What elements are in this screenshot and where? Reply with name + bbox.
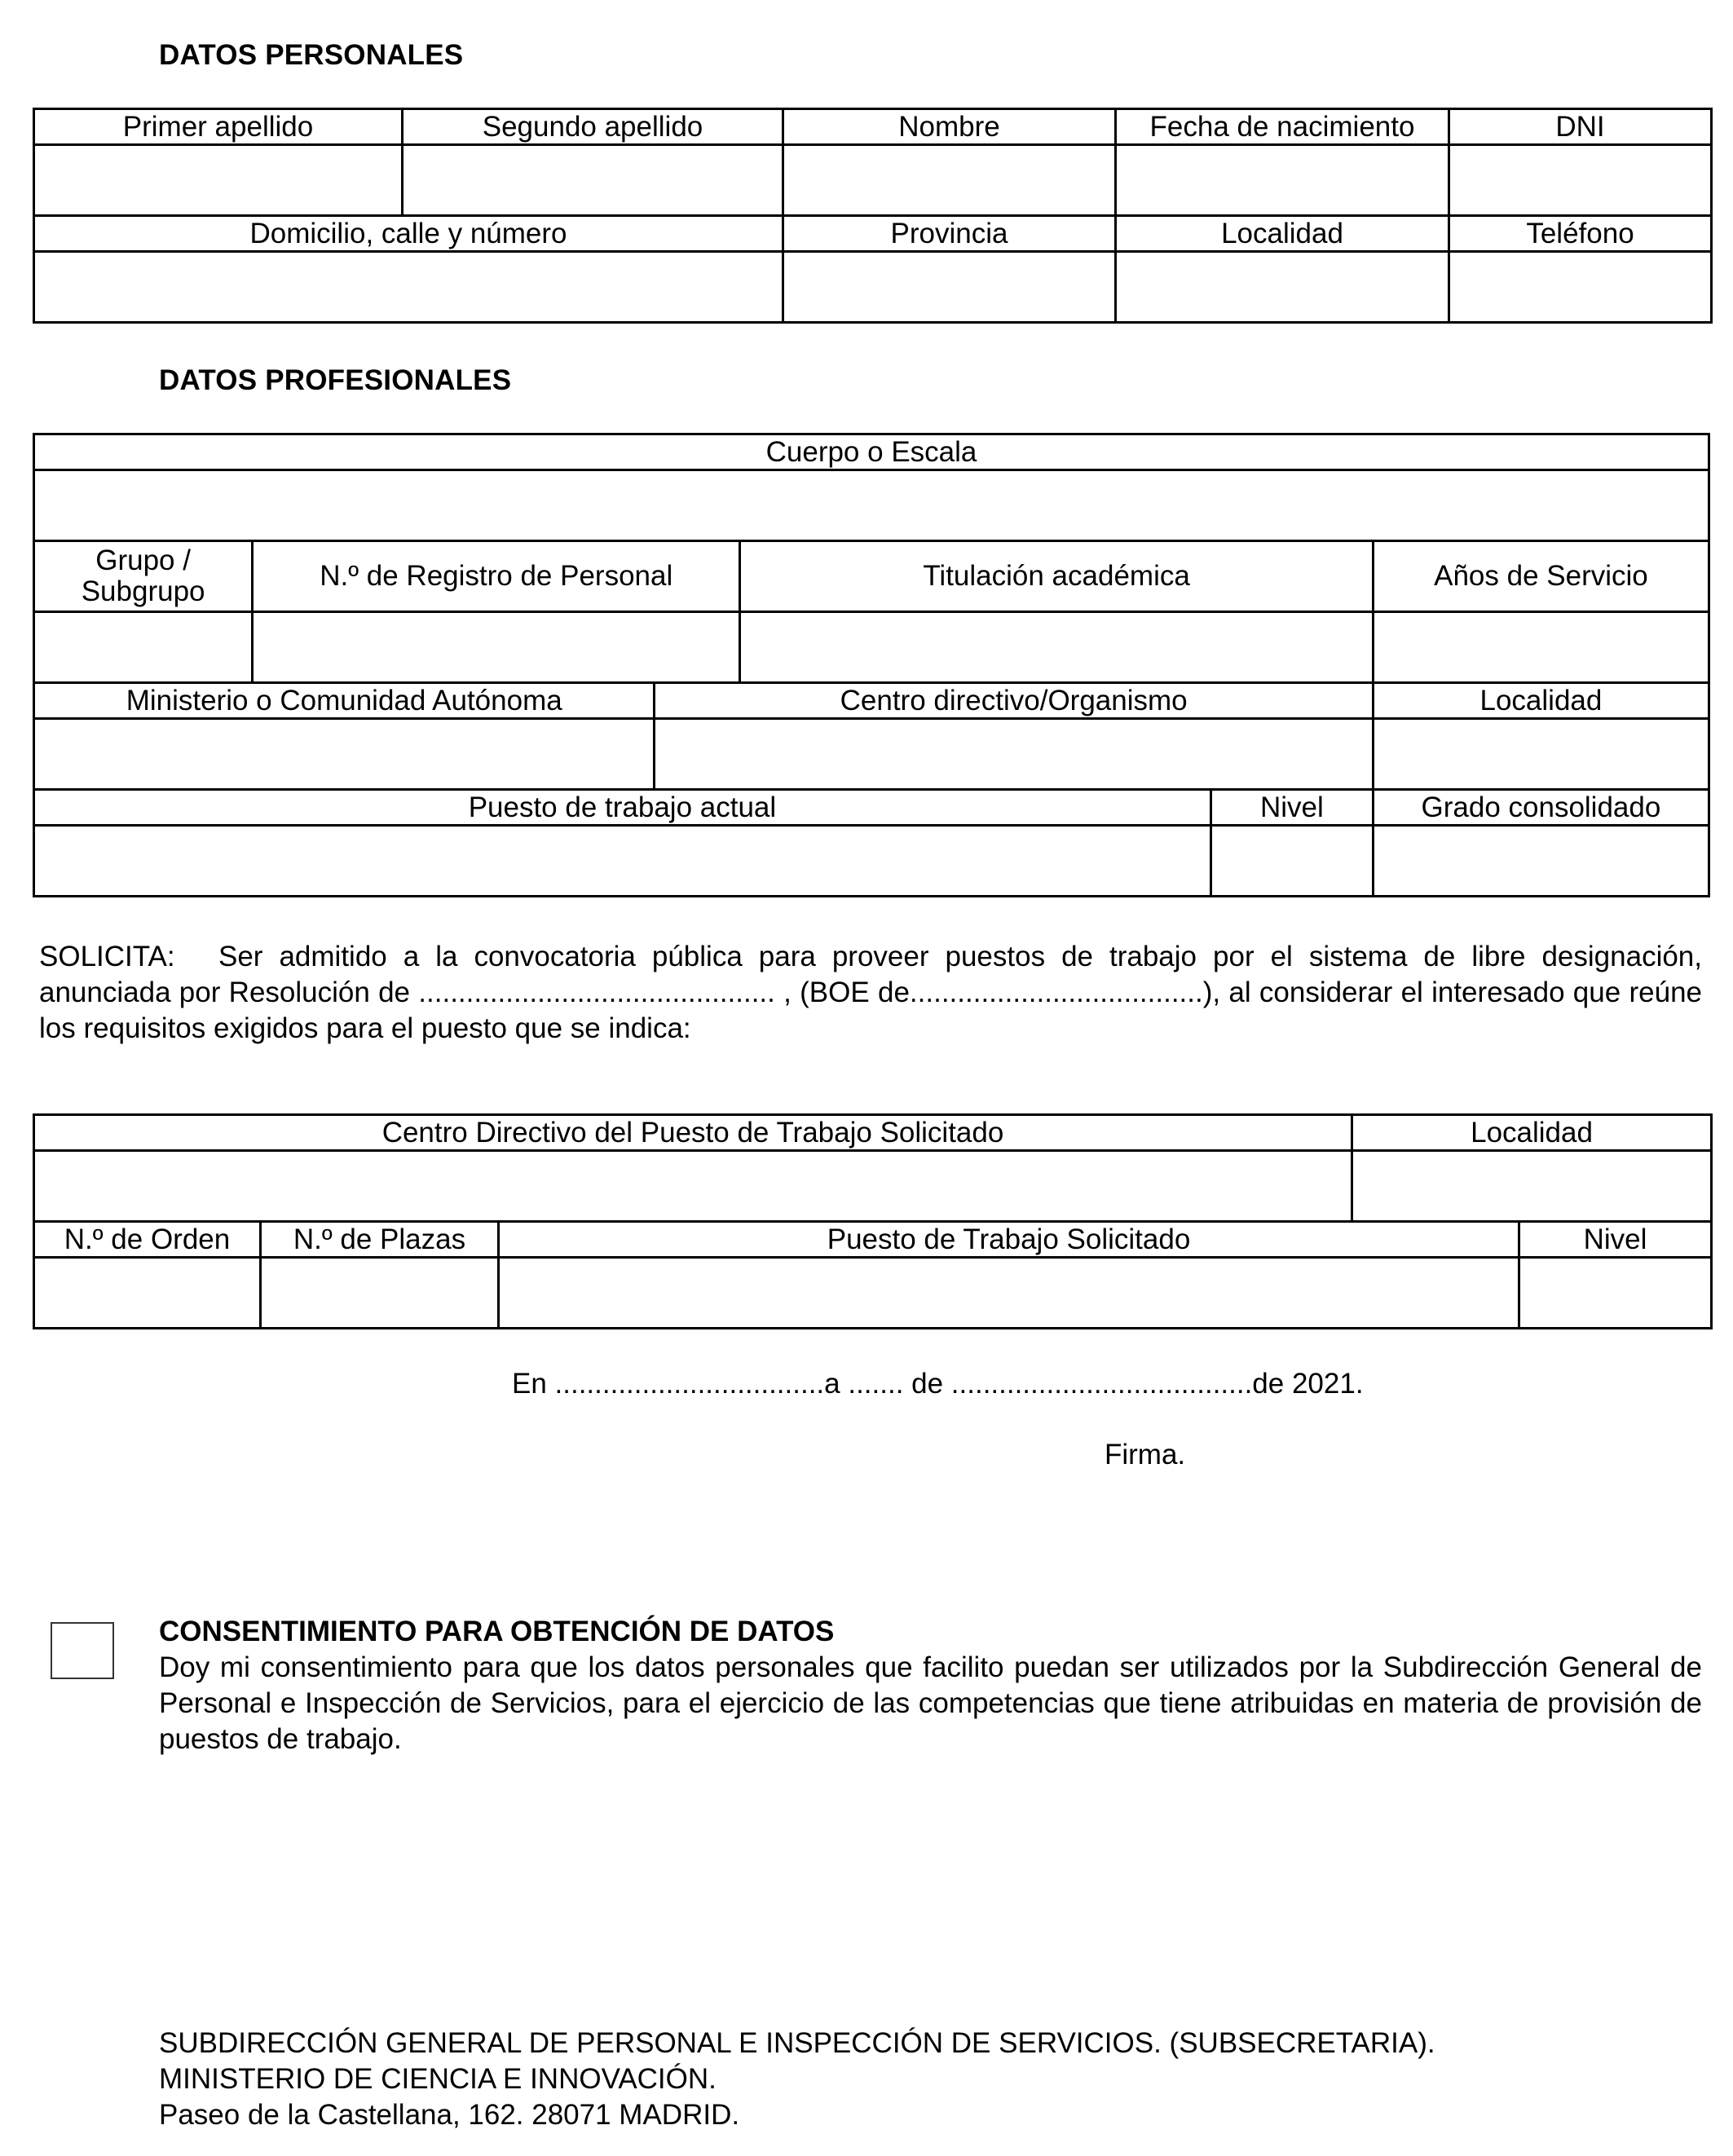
personal-data-heading: DATOS PERSONALES (159, 39, 464, 71)
localidad-field[interactable] (1116, 252, 1449, 323)
registro-personal-field[interactable] (253, 612, 740, 683)
numero-plazas-field[interactable] (261, 1258, 499, 1329)
label-domicilio: Domicilio, calle y número (34, 216, 783, 252)
label-grupo-line2: Subgrupo (81, 575, 205, 607)
label-telefono: Teléfono (1449, 216, 1712, 252)
date-line: En ..................................a ....... de ......................................de 2021. (512, 1368, 1364, 1400)
label-grado-consolidado: Grado consolidado (1373, 790, 1709, 826)
grado-consolidado-field[interactable] (1373, 826, 1709, 897)
primer-apellido-field[interactable] (34, 145, 403, 216)
label-primer-apellido: Primer apellido (34, 109, 403, 145)
label-centro-directivo-solicitado: Centro Directivo del Puesto de Trabajo Solicitado (34, 1115, 1352, 1151)
numero-orden-field[interactable] (34, 1258, 261, 1329)
label-centro-directivo: Centro directivo/Organismo (655, 683, 1373, 719)
professional-data-heading: DATOS PROFESIONALES (159, 364, 512, 396)
label-nivel: Nivel (1210, 790, 1373, 826)
label-ministerio: Ministerio o Comunidad Autónoma (34, 683, 655, 719)
label-registro-personal: N.º de Registro de Personal (253, 541, 740, 612)
domicilio-field[interactable] (34, 252, 783, 323)
label-segundo-apellido: Segundo apellido (403, 109, 783, 145)
segundo-apellido-field[interactable] (403, 145, 783, 216)
label-nombre: Nombre (783, 109, 1116, 145)
personal-data-table (33, 108, 1713, 324)
consent-checkbox[interactable] (51, 1622, 114, 1679)
puesto-solicitado-field[interactable] (499, 1258, 1519, 1329)
label-grupo-line1: Grupo / (95, 545, 191, 576)
professional-data-table (33, 433, 1710, 897)
label-localidad: Localidad (1116, 216, 1449, 252)
footer-line3: Paseo de la Castellana, 162. 28071 MADRID. (159, 2099, 740, 2131)
centro-directivo-solicitado-field[interactable] (34, 1151, 1352, 1222)
localidad-solicitado-field[interactable] (1352, 1151, 1712, 1222)
footer-line1: SUBDIRECCIÓN GENERAL DE PERSONAL E INSPECCIÓN DE SERVICIOS. (SUBSECRETARIA). (159, 2027, 1435, 2059)
anos-servicio-field[interactable] (1373, 612, 1709, 683)
label-cuerpo-escala: Cuerpo o Escala (34, 434, 1709, 470)
label-anos-servicio: Años de Servicio (1373, 541, 1709, 612)
provincia-field[interactable] (783, 252, 1116, 323)
label-puesto-actual: Puesto de trabajo actual (34, 790, 1211, 826)
label-titulacion: Titulación académica (740, 541, 1374, 612)
label-localidad-prof: Localidad (1373, 683, 1709, 719)
label-puesto-solicitado: Puesto de Trabajo Solicitado (499, 1222, 1519, 1258)
titulacion-field[interactable] (740, 612, 1374, 683)
nivel-solicitado-field[interactable] (1519, 1258, 1712, 1329)
consent-title: CONSENTIMIENTO PARA OBTENCIÓN DE DATOS (159, 1616, 835, 1647)
firma-label: Firma. (1105, 1439, 1186, 1470)
telefono-field[interactable] (1449, 252, 1712, 323)
label-dni: DNI (1449, 109, 1712, 145)
ministerio-field[interactable] (34, 719, 655, 790)
label-numero-orden: N.º de Orden (34, 1222, 261, 1258)
label-fecha-nacimiento: Fecha de nacimiento (1116, 109, 1449, 145)
puesto-actual-field[interactable] (34, 826, 1211, 897)
solicita-label: SOLICITA: (39, 941, 175, 972)
nivel-field[interactable] (1210, 826, 1373, 897)
centro-directivo-field[interactable] (655, 719, 1373, 790)
label-nivel-solicitado: Nivel (1519, 1222, 1712, 1258)
solicita-text: Ser admitido a la convocatoria pública para proveer puestos de trabajo por el sistema de libre designación, anunciada por Resolución de ............................................. , (BOE de.....................................), al considerar el interesado que reúne los requisitos exigidos para el puesto que se indica: (39, 941, 1702, 1044)
grupo-subgrupo-field[interactable] (34, 612, 253, 683)
consent-block (159, 1614, 1702, 1757)
cuerpo-escala-field[interactable] (34, 470, 1709, 541)
label-provincia: Provincia (783, 216, 1116, 252)
footer-line2: MINISTERIO DE CIENCIA E INNOVACIÓN. (159, 2063, 717, 2095)
solicita-paragraph (39, 939, 1702, 1047)
label-localidad-solicitado: Localidad (1352, 1115, 1712, 1151)
label-grupo-subgrupo (34, 541, 253, 612)
dni-field[interactable] (1449, 145, 1712, 216)
requested-post-table (33, 1113, 1713, 1329)
footer-address (159, 2026, 1435, 2133)
localidad-prof-field[interactable] (1373, 719, 1709, 790)
nombre-field[interactable] (783, 145, 1116, 216)
label-numero-plazas: N.º de Plazas (261, 1222, 499, 1258)
fecha-nacimiento-field[interactable] (1116, 145, 1449, 216)
consent-text: Doy mi consentimiento para que los datos personales que facilito puedan ser utilizados por la Subdirección General de Personal e Inspección de Servicios, para el ejercicio de las competencias que tiene atribuidas en materia de provisión de puestos de trabajo. (159, 1651, 1702, 1755)
